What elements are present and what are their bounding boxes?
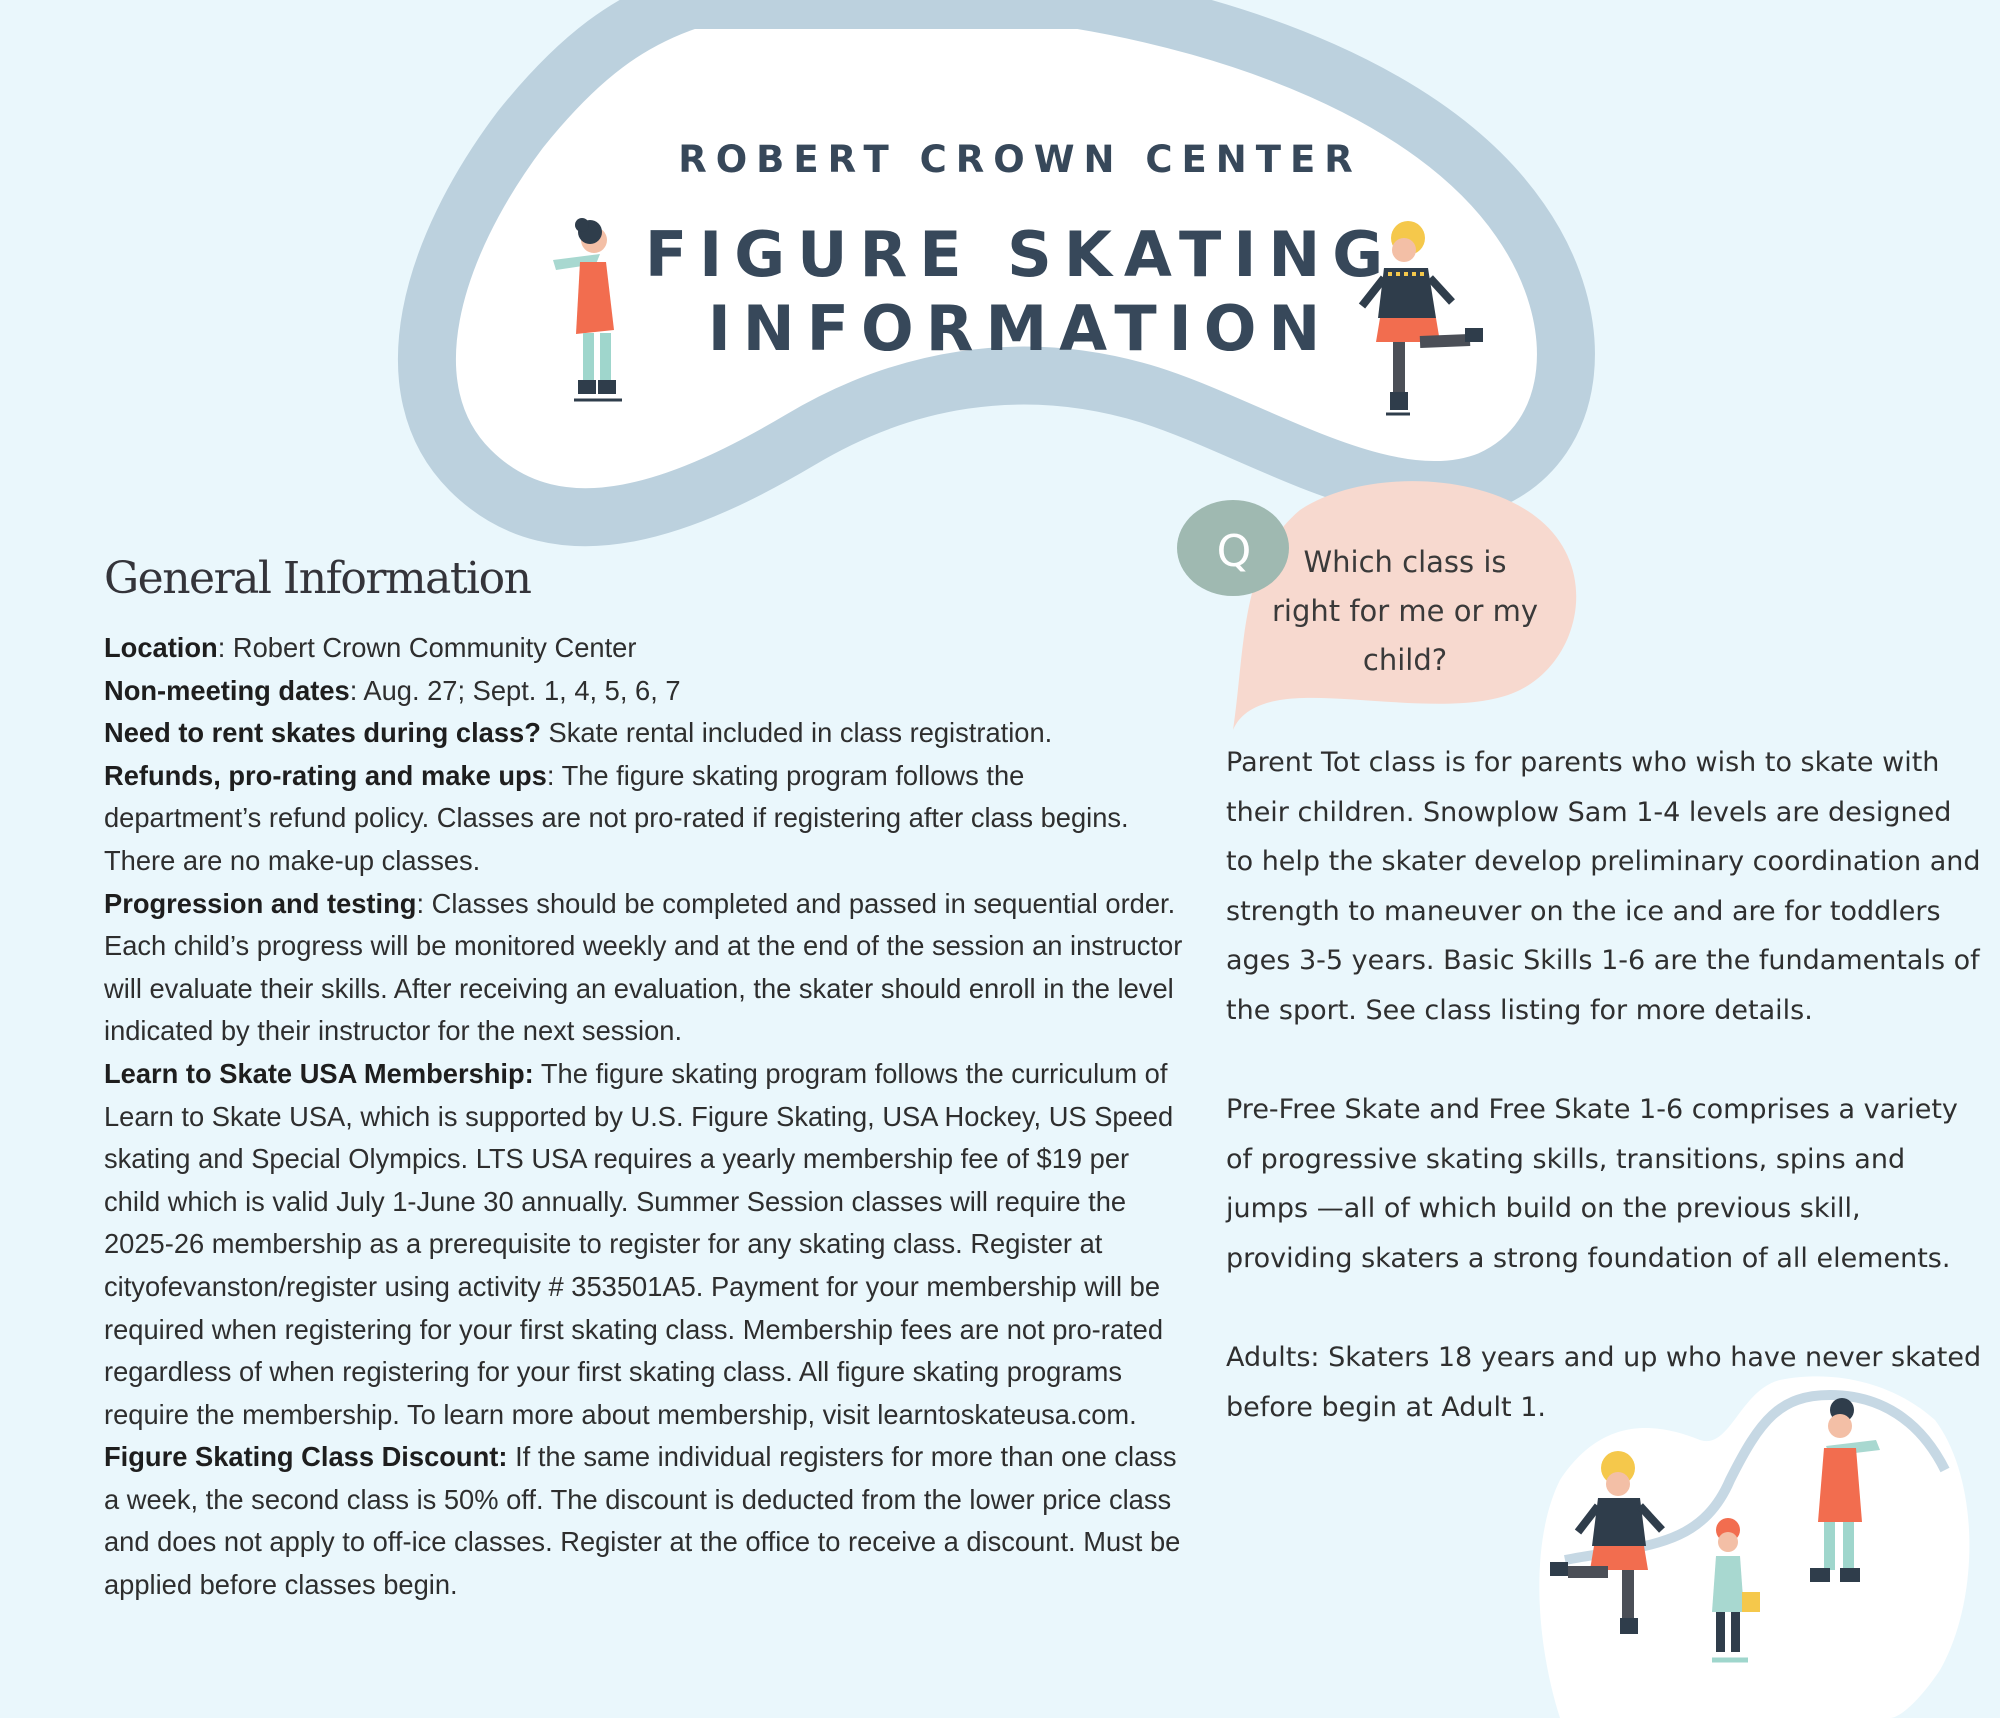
info-text: Robert Crown Community Center bbox=[232, 632, 637, 663]
page-title-line-2: INFORMATION bbox=[707, 292, 1333, 365]
info-text: Aug. 27; Sept. 1, 4, 5, 6, 7 bbox=[363, 674, 681, 706]
info-separator bbox=[534, 1058, 541, 1089]
info-text: If the same individual registers for more than one class a week, the second class is 50% off. The discount is deducted from the lower price class and does not apply to off-ice classes. Register at the office to receive a discount. Must be applied before classes begin. bbox=[104, 1441, 1181, 1601]
info-text: Skate rental included in class registration. bbox=[548, 717, 1053, 749]
general-information-heading: General Information bbox=[104, 553, 531, 604]
info-refunds bbox=[104, 755, 1184, 883]
info-text: The figure skating program follows the department’s refund policy. Classes are not pro-rated if registering after class begins. There are no make-up classes. bbox=[104, 759, 1129, 876]
general-information-list bbox=[104, 627, 1184, 1607]
answer-paragraph: Adults: Skaters 18 years and up who have never skated before begin at Adult 1. bbox=[1226, 1342, 1982, 1423]
info-membership bbox=[104, 1053, 1184, 1436]
info-skate-rental bbox=[104, 712, 1184, 755]
page-title-line-1: FIGURE SKATING bbox=[644, 218, 1396, 291]
info-location bbox=[104, 627, 1184, 670]
info-separator: : bbox=[349, 674, 364, 706]
info-label: Non-meeting dates bbox=[104, 674, 350, 706]
info-separator bbox=[507, 1441, 515, 1472]
info-label: Learn to Skate USA Membership: bbox=[104, 1057, 534, 1089]
info-non-meeting-dates bbox=[104, 670, 1184, 713]
class-answers bbox=[1226, 738, 1986, 1482]
info-label: Figure Skating Class Discount: bbox=[104, 1441, 508, 1473]
info-text: Classes should be completed and passed in sequential order. Each child’s progress will be monitored weekly and at the end of the session an instructor will evaluate their skills. After receiving an evaluation, the skater should enroll in the level indicated by their instructor for the next session. bbox=[104, 887, 1183, 1047]
info-separator: : bbox=[217, 632, 233, 663]
info-label: Location bbox=[104, 632, 218, 663]
q-badge-label: Q bbox=[1216, 526, 1252, 577]
info-label: Refunds, pro-rating and make ups bbox=[104, 759, 547, 791]
info-label: Need to rent skates during class? bbox=[104, 717, 541, 749]
info-progression bbox=[104, 883, 1184, 1053]
question-bubble-text: Which class is right for me or my child? bbox=[1271, 545, 1539, 677]
answer-paragraph: Pre-Free Skate and Free Skate 1-6 comprises a variety of progressive skating skills, transitions, spins and jumps —all of which build on the previous skill, providing skaters a strong foundation of all elements. bbox=[1226, 1094, 1958, 1274]
header-subtitle: ROBERT CROWN CENTER bbox=[678, 138, 1362, 181]
info-class-discount bbox=[104, 1436, 1184, 1606]
info-separator: : bbox=[546, 759, 562, 791]
info-label: Progression and testing bbox=[104, 887, 417, 919]
answer-paragraph: Parent Tot class is for parents who wish to skate with their children. Snowplow Sam 1-4 levels are designed to help the skater develop preliminary coordination and strength to maneuver on the ice and are for toddlers ages 3-5 years. Basic Skills 1-6 are the fundamentals of the sport. See class listing for more details. bbox=[1226, 747, 1981, 1026]
page-title bbox=[440, 218, 1600, 366]
info-text: The figure skating program follows the curriculum of Learn to Skate USA, which is supported by U.S. Figure Skating, USA Hockey, US Speed skating and Special Olympics. LTS USA requires a yearly membership fee of $19 per child which is valid July 1-June 30 annually. Summer Session classes will require the 2025-26 membership as a prerequisite to register for any skating class. Register at cityofevanston/register using activity # 353501A5. Payment for your membership will be required when registering for your first skating class. Membership fees are not pro-rated regardless of when registering for your first skating class. All figure skating programs require the membership. To learn more about membership, visit learntoskateusa.com. bbox=[104, 1057, 1174, 1430]
info-separator: : bbox=[416, 887, 432, 919]
